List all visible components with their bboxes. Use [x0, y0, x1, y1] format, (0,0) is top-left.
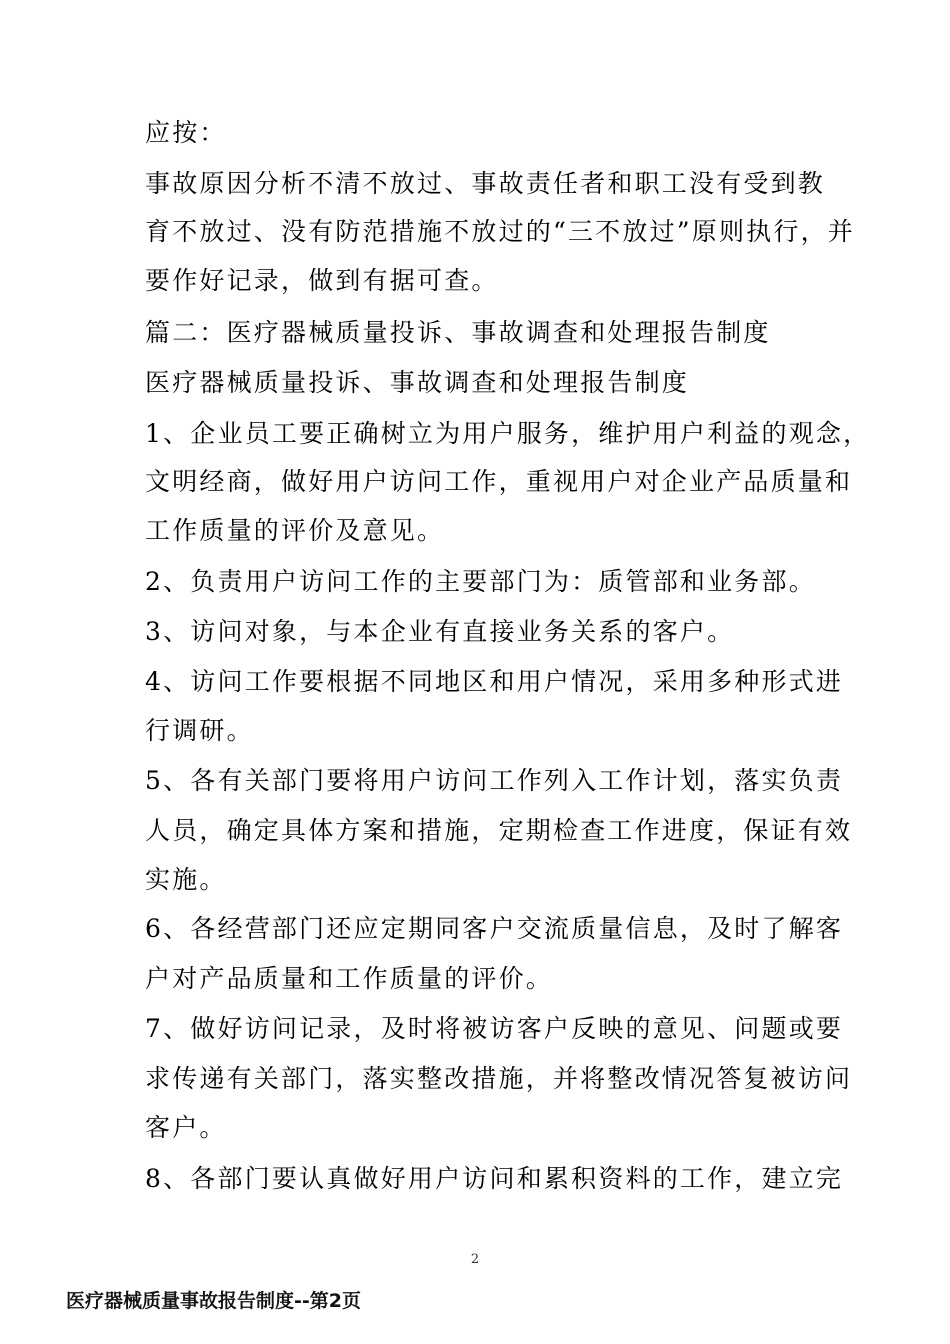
text-line: 6、各经营部门还应定期同客户交流质量信息，及时了解客 — [145, 914, 844, 943]
footer-caption: 医疗器械质量事故报告制度--第2页 — [66, 1290, 361, 1312]
text-line: 育不放过、没有防范措施不放过的“三不放过”原则执行，并 — [145, 217, 855, 246]
page-number: 2 — [470, 1252, 480, 1267]
text-line: 实施。 — [145, 865, 227, 894]
text-line: 户对产品质量和工作质量的评价。 — [145, 964, 554, 993]
section-heading: 篇二：医疗器械质量投诉、事故调查和处理报告制度 — [145, 318, 771, 347]
text-line: 行调研。 — [145, 716, 254, 745]
text-line: 人员，确定具体方案和措施，定期检查工作进度，保证有效 — [145, 816, 853, 845]
text-line: 1、企业员工要正确树立为用户服务，维护用户利益的观念， — [145, 419, 871, 448]
text-line: 应按： — [145, 118, 227, 147]
section-title: 医疗器械质量投诉、事故调查和处理报告制度 — [145, 368, 690, 397]
text-line: 事故原因分析不清不放过、事故责任者和职工没有受到教 — [145, 169, 826, 198]
text-line: 工作质量的评价及意见。 — [145, 516, 445, 545]
text-line: 4、访问工作要根据不同地区和用户情况，采用多种形式进 — [145, 667, 844, 696]
text-line: 7、做好访问记录，及时将被访客户反映的意见、问题或要 — [145, 1014, 844, 1043]
text-line: 求传递有关部门，落实整改措施，并将整改情况答复被访问 — [145, 1064, 853, 1093]
text-line: 3、访问对象，与本企业有直接业务关系的客户。 — [145, 617, 735, 646]
text-line: 文明经商，做好用户访问工作，重视用户对企业产品质量和 — [145, 467, 853, 496]
text-line: 客户。 — [145, 1113, 227, 1142]
text-line: 2、负责用户访问工作的主要部门为：质管部和业务部。 — [145, 567, 816, 596]
text-line: 5、各有关部门要将用户访问工作列入工作计划，落实负责 — [145, 766, 844, 795]
text-line: 8、各部门要认真做好用户访问和累积资料的工作，建立完 — [145, 1164, 844, 1193]
text-line: 要作好记录，做到有据可查。 — [145, 266, 499, 295]
